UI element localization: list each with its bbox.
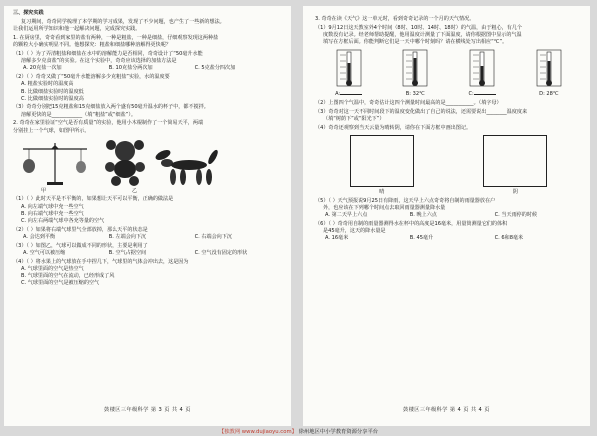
thermometer-icon xyxy=(536,49,562,91)
q2-1: （1）（ ）此时天平是不平衡的，如果想让天平可以平衡，正确的做法是 xyxy=(13,196,174,203)
exam-page-3 xyxy=(4,6,291,426)
q3-3: （3）奇奇对这一天不同时间段下的温度变化做出了自己的说法，还需要说出________温度度来 xyxy=(315,108,528,115)
thermometer-d xyxy=(536,49,562,98)
option: B. 向右端气球中充一些空气 xyxy=(21,210,84,217)
figure-label-a: 甲 xyxy=(41,187,47,194)
balloon-bear-figure xyxy=(97,137,153,187)
option: A. 16毫米 xyxy=(325,235,349,242)
thermometer-label: C: xyxy=(468,91,495,98)
option: A. 粗盐实验时的温度高 xyxy=(21,81,74,88)
q1-3: 溶解更快的是____________（填“粗盐”或“细盐”）。 xyxy=(21,111,136,118)
thermometer-row xyxy=(315,49,582,98)
option: A. 20克盐一次加 xyxy=(23,65,62,72)
q1-2: （2）（ ）奇奇又做了“50毫升水能溶解多少克粗盐”实验，水的温度要 xyxy=(13,74,170,81)
thermometer-icon xyxy=(336,49,362,91)
option: B. 比做细盐实验时的温度低 xyxy=(21,88,84,95)
section-title: 三、探究实践 xyxy=(13,10,44,16)
option: C. 气球里面的空气是被压缩的空气 xyxy=(21,280,100,287)
figure-label-b: 乙 xyxy=(132,187,138,194)
q1-1: 溶解多少克食盐”的实验。在这个实验中，奇奇应该选择的加盐方法是 xyxy=(21,58,177,65)
figure-labels xyxy=(13,188,283,195)
thermometer-a xyxy=(335,49,362,98)
q1-1: （1）（ ）为了弄清粗盐和细盐在水中的溶解能力是否相同，奇奇设计了“50毫升水能 xyxy=(13,51,203,58)
q3-1: （1）9月12日这天教室外4个时间（8时、10时、14时、18时）的气温，由于粗心，有几个 xyxy=(315,24,522,31)
option: C. 比做细盐实验时的温度高 xyxy=(21,95,84,102)
option: C. 5克盐分四次加 xyxy=(194,65,236,72)
q3-2: （2）上图四个气温中，奇奇估计这四个测量时间最高的是___________。（填字母） xyxy=(315,100,502,107)
q1-3: （3）奇奇分别把15克粗盐和15克细盐放入两个盛有50毫升温水的杯子中，都不搅拌。 xyxy=(13,104,209,111)
q3-4: （4）奇奇还观察到当天云量为晴转阴，请你在下面方框中画出图记。 xyxy=(315,124,472,131)
q3-5: 外，也应该在下列哪个时间点去取回雨量器测量降水量 xyxy=(323,204,446,211)
option: B. 45毫升 xyxy=(409,235,434,242)
q3-stem: 3. 奇奇在读《天气》这一单元时，看到奇奇记录的一个月的天气情况。 xyxy=(315,16,475,22)
site-label: 徐州地区中小学教育资源分享平台 xyxy=(298,429,379,435)
option: A. 空气可以被压缩 xyxy=(23,249,66,256)
box-label: 阴 xyxy=(512,188,518,195)
source-banner xyxy=(0,427,597,435)
thermometer-label: B: 32℃ xyxy=(405,91,425,98)
option: C. 空气没有固定的形状 xyxy=(194,249,248,256)
q3-1: 填写在方框后面。你能判断它们是一天中哪个时刻吗？请在横线处写出相应“℃”。 xyxy=(323,39,508,46)
q3-1: 度数没有记录。经老师帮助提醒，他用温度计测量了下面温度，请你根据图中显示的气温 xyxy=(323,31,522,38)
option: B. 左端会向下沉 xyxy=(108,233,147,240)
site-link[interactable]: 【独教网 www.dujiaoyu.com】 xyxy=(218,429,297,435)
thermometer-c xyxy=(468,49,495,98)
exam-page-4 xyxy=(303,6,590,426)
option: C. 向左右两端气球中各充等量的空气 xyxy=(21,218,105,225)
thermometer-icon xyxy=(469,49,495,91)
option: C. 右端会向下沉 xyxy=(194,233,232,240)
option: C. 当天雨停的时候 xyxy=(494,211,538,218)
q2-stem: 2. 奇奇在家里验证“空气是否有质量”的实验，他用小木棍制作了一个简易天平，两端 xyxy=(13,120,204,127)
q2-2: （2）（ ）如果将右端气球里气全部放掉，那么天平的状态是 xyxy=(13,226,148,233)
option: B. 空气占据空间 xyxy=(108,249,147,256)
thermometer-b xyxy=(402,49,428,98)
drawing-box-cloudy[interactable] xyxy=(483,135,547,187)
q3-5: （5）（ ）天气预报说9月25日有降雨，这天早上六点奇奇将自制的雨量器放在户 xyxy=(315,197,496,204)
q1-1-options xyxy=(13,65,283,72)
figure-row xyxy=(17,137,283,187)
option: A. 第二天早上六点 xyxy=(325,211,368,218)
q3-6-options xyxy=(315,235,582,242)
intro-line: 复习期间，奇奇同学梳理了本学期的学习成果，发现了不少问题，也产生了一些新的想法。 xyxy=(21,19,225,26)
q3-3: （填“树荫下”或“阳光下”） xyxy=(323,115,385,122)
thermometer-label: D: 28℃ xyxy=(539,91,559,98)
q2-3: （3）（ ）如图乙，气球可以做成不同的形状，主要是利用了 xyxy=(13,242,148,249)
option: A. 向左端气球中充一些空气 xyxy=(21,203,84,210)
q1-stem: 1. 在厨房里，奇奇看到家里的盐有两种，一种是粗盐，一种是细盐，仔细观察发现这两种盐 xyxy=(13,35,219,42)
option: C. 6和8毫米 xyxy=(494,235,524,242)
balance-figure xyxy=(17,139,97,187)
thermometer-label: A: xyxy=(335,91,362,98)
box-label: 晴 xyxy=(379,188,385,195)
q2-4: （4）（ ）将水果上的气球放在手中捏几下，气球里的气体会冲出去，这是因为 xyxy=(13,258,189,265)
q3-6: 是45毫升，这天的降水量是 xyxy=(323,227,386,234)
q2-stem: 分别挂上一个气球，如图甲所示。 xyxy=(13,127,90,134)
balloon-dog-figure xyxy=(153,145,223,187)
intro-line: 让我们运用所学知识和他一起解决问题，完成探究实践。 xyxy=(13,26,141,33)
page-footer: 鼓楼区三年级科学 第 3 页 共 4 页 xyxy=(104,406,191,413)
thermometer-icon xyxy=(402,49,428,91)
q1-stem: 的颗粒大小确实明显不同。他想探究：粗盐和细盐哪种溶解得更快呢？ xyxy=(13,42,171,49)
option: B. 10克盐分两次加 xyxy=(108,65,153,72)
page-footer: 鼓楼区三年级科学 第 4 页 共 4 页 xyxy=(403,406,490,413)
q3-6: （6）（ ）奇奇用自制的雨量器测得水在杯中的高度是16毫米，用量筒测量它们的体积 xyxy=(315,220,508,227)
box-labels xyxy=(315,189,582,196)
q3-5-options xyxy=(315,212,582,219)
q2-3-options xyxy=(13,250,283,257)
option: B. 气球里面的空气在流动，已经形成了风 xyxy=(21,272,115,279)
option: B. 晚上六点 xyxy=(409,211,437,218)
q2-2-options xyxy=(13,234,283,241)
option: A. 气球里面的空气是热空气 xyxy=(21,265,84,272)
drawing-boxes xyxy=(315,135,582,187)
drawing-box-sunny[interactable] xyxy=(350,135,414,187)
option: A. 会达到平衡 xyxy=(23,233,56,240)
